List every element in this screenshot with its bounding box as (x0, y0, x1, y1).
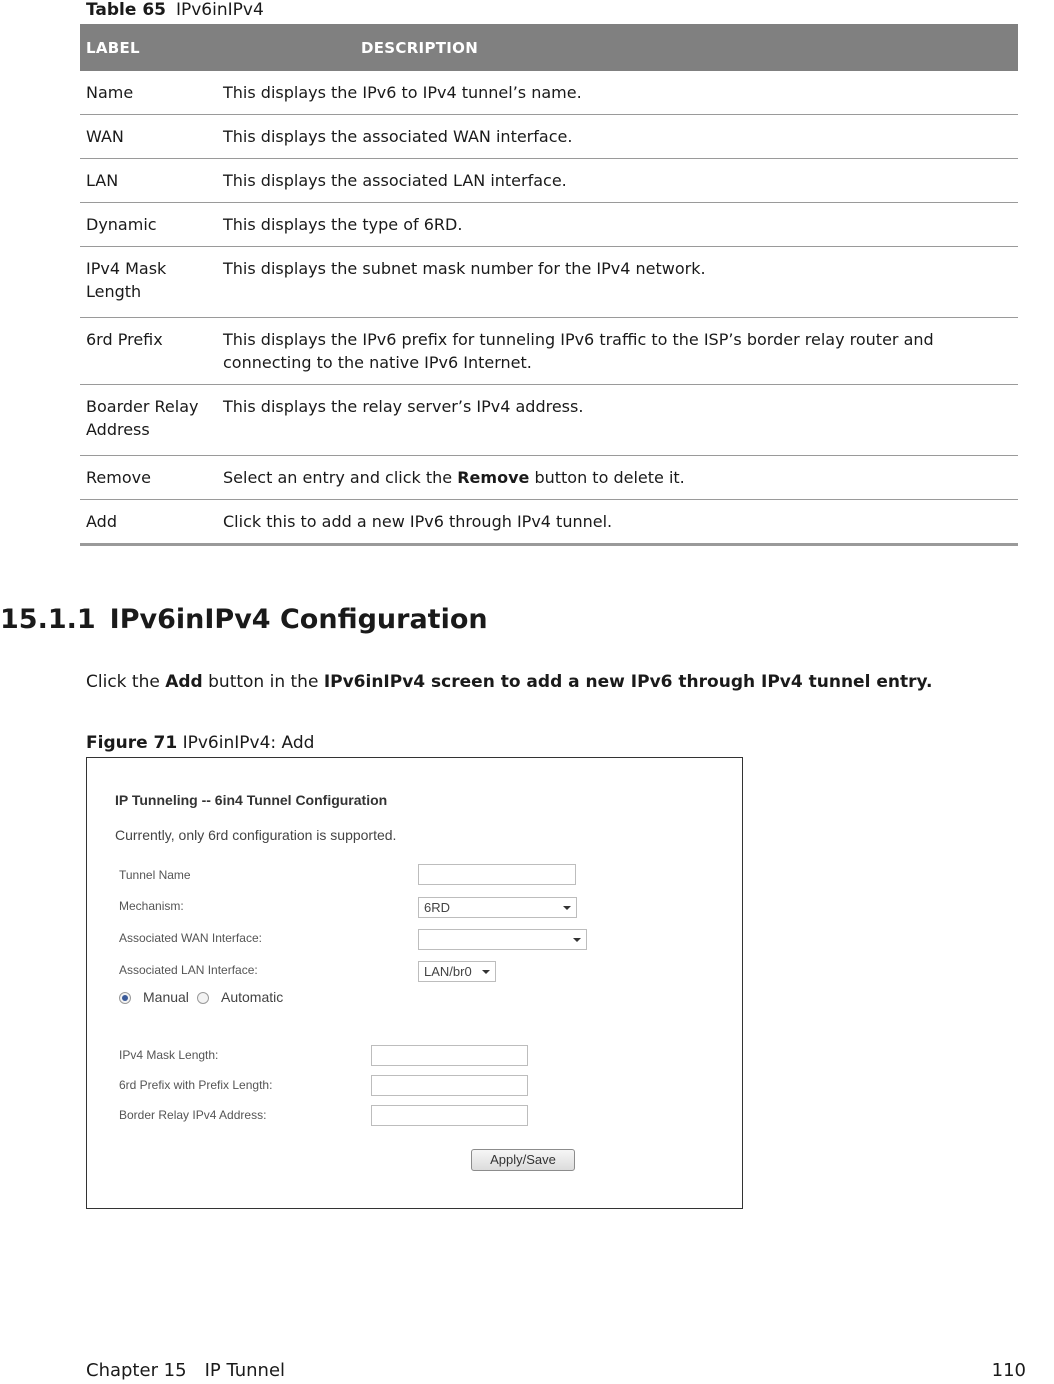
chevron-down-icon (482, 970, 490, 974)
row-description: Click this to add a new IPv6 through IPv4 tunnel. (217, 500, 1018, 545)
description-table (80, 24, 1018, 546)
manual-radio[interactable] (119, 992, 131, 1004)
table-header-label: LABEL (80, 24, 217, 71)
row-description: This displays the IPv6 to IPv4 tunnel’s name. (217, 71, 1018, 115)
table-header-description: DESCRIPTION (217, 24, 1018, 71)
table-caption (86, 0, 264, 20)
border-relay-input[interactable] (371, 1105, 528, 1126)
row-label: Name (80, 71, 217, 115)
paragraph-bold-add: Add (165, 672, 203, 692)
table-row (80, 500, 1018, 545)
row-label: Dynamic (80, 203, 217, 247)
row-label: Add (80, 500, 217, 545)
chevron-down-icon (563, 906, 571, 910)
row-label: Boarder Relay Address (80, 385, 217, 456)
table-row (80, 159, 1018, 203)
mechanism-value: 6RD (424, 900, 451, 915)
table-row (80, 247, 1018, 318)
row-label: LAN (80, 159, 217, 203)
ipv4-mask-length-label: IPv4 Mask Length: (119, 1048, 219, 1062)
mechanism-select[interactable] (418, 897, 577, 918)
footer-chapter-title: IP Tunnel (204, 1360, 286, 1381)
table-row (80, 115, 1018, 159)
wan-interface-label: Associated WAN Interface: (119, 931, 262, 945)
figure-caption-title: IPv6inIPv4: Add (182, 733, 315, 753)
row-description: This displays the associated WAN interface. (217, 115, 1018, 159)
table-row (80, 71, 1018, 115)
table-row (80, 203, 1018, 247)
paragraph-text: Click the (86, 672, 166, 692)
row-label: IPv4 Mask Length (80, 247, 217, 318)
row-description: This displays the IPv6 prefix for tunneling IPv6 traffic to the ISP’s border relay router and connecting to the native IPv6 Internet. (217, 318, 1018, 385)
row-description-post: button to delete it. (529, 468, 685, 487)
lan-interface-label: Associated LAN Interface: (119, 963, 258, 977)
table-row (80, 385, 1018, 456)
page-number: 110 (991, 1360, 1026, 1381)
footer-chapter: Chapter 15 (86, 1360, 187, 1381)
automatic-radio[interactable] (197, 992, 209, 1004)
row-description: This displays the subnet mask number for the IPv4 network. (217, 247, 1018, 318)
table-caption-label: Table 65 (86, 0, 166, 20)
config-title: IP Tunneling -- 6in4 Tunnel Configuration (115, 792, 388, 808)
mechanism-label: Mechanism: (119, 899, 184, 913)
figure-screenshot (86, 757, 743, 1209)
automatic-radio-label: Automatic (221, 989, 284, 1005)
figure-caption-label: Figure 71 (86, 733, 178, 753)
wan-interface-select[interactable] (418, 929, 587, 950)
row-description: This displays the relay server’s IPv4 address. (217, 385, 1018, 456)
table-header-row (80, 24, 1018, 71)
row-description-bold: Remove (457, 468, 530, 487)
row-label: WAN (80, 115, 217, 159)
config-note: Currently, only 6rd configuration is supported. (115, 827, 397, 843)
section-number: 15.1.1 (0, 604, 96, 635)
table-caption-title: IPv6inIPv4 (175, 0, 264, 20)
prefix-length-label: 6rd Prefix with Prefix Length: (119, 1078, 273, 1092)
lan-interface-select[interactable] (418, 961, 496, 982)
chevron-down-icon (573, 938, 581, 942)
tunnel-name-input[interactable] (418, 864, 576, 885)
section-title: IPv6inIPv4 Configuration (109, 604, 488, 635)
table-row (80, 456, 1018, 500)
manual-radio-label: Manual (143, 989, 189, 1005)
row-label: Remove (80, 456, 217, 500)
table-row (80, 318, 1018, 385)
body-paragraph (86, 670, 932, 694)
border-relay-label: Border Relay IPv4 Address: (119, 1108, 267, 1122)
paragraph-bold-screen: IPv6inIPv4 screen to add a new IPv6 through IPv4 tunnel entry. (323, 672, 933, 692)
lan-interface-value: LAN/br0 (424, 964, 472, 979)
page-footer-chapter (86, 1359, 285, 1383)
row-description (217, 456, 1018, 500)
figure-caption (86, 731, 314, 755)
row-description: This displays the type of 6RD. (217, 203, 1018, 247)
ipv4-mask-length-input[interactable] (371, 1045, 528, 1066)
section-heading (0, 604, 488, 635)
tunnel-name-label: Tunnel Name (119, 868, 191, 882)
apply-save-button[interactable]: Apply/Save (471, 1149, 575, 1171)
paragraph-text: button in the (202, 672, 324, 692)
row-label: 6rd Prefix (80, 318, 217, 385)
row-description: This displays the associated LAN interface. (217, 159, 1018, 203)
row-description-pre: Select an entry and click the (223, 468, 458, 487)
prefix-length-input[interactable] (371, 1075, 528, 1096)
